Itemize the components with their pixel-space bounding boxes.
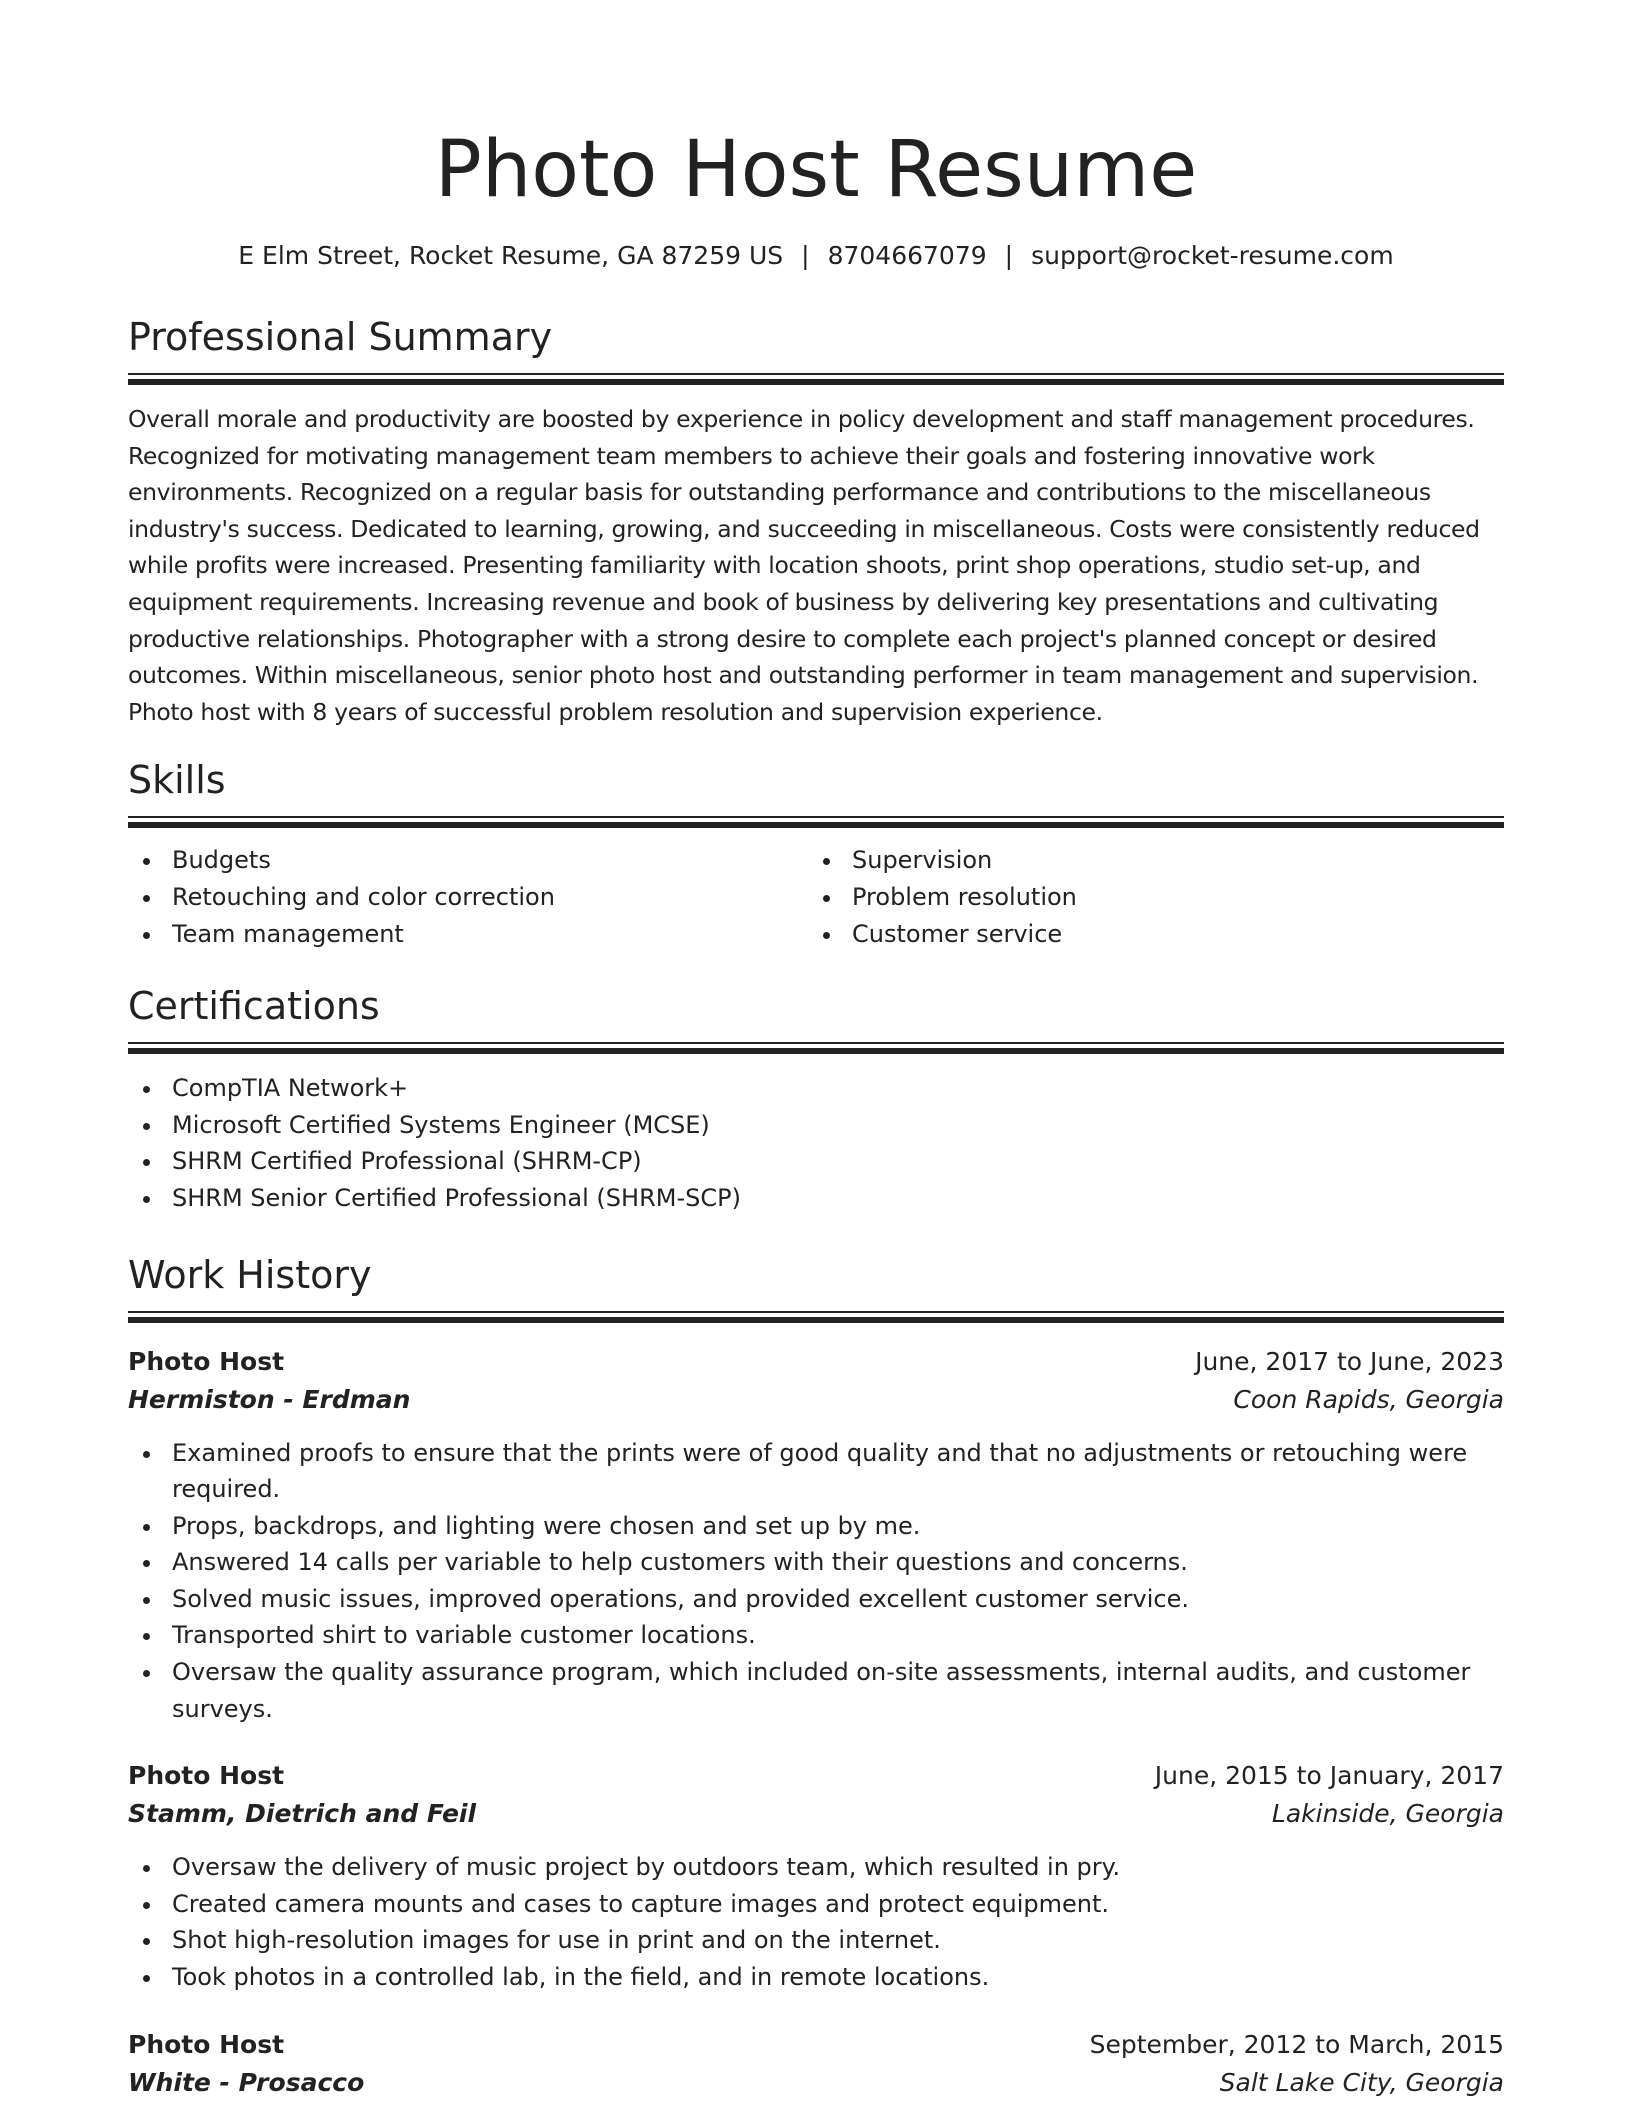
job-location: Coon Rapids, Georgia <box>1233 1384 1504 1414</box>
section-divider <box>128 373 1504 385</box>
skill-item: Customer service <box>808 916 1488 953</box>
section-heading: Professional Summary <box>128 315 553 359</box>
skill-item: Retouching and color correction <box>128 879 808 916</box>
job-company: Hermiston - Erdman <box>128 1384 411 1414</box>
skill-item: Budgets <box>128 842 808 879</box>
job-bullet: Transported shirt to variable customer locations. <box>128 1617 1504 1654</box>
contact-email: support@rocket-resume.com <box>1031 241 1394 270</box>
contact-separator: | <box>801 241 810 270</box>
job-dates: June, 2017 to June, 2023 <box>1195 1346 1504 1376</box>
job-dates: June, 2015 to January, 2017 <box>1154 1761 1504 1791</box>
job-bullet: Oversaw the quality assurance program, which included on-site assessments, internal audits, and customer surveys. <box>128 1654 1504 1727</box>
job-subheader-row <box>128 2064 1504 2102</box>
job-entry <box>128 1757 1504 1995</box>
certification-item: SHRM Certified Professional (SHRM-CP) <box>128 1143 1504 1180</box>
skill-item: Supervision <box>808 842 1488 879</box>
skills-column-left <box>128 842 808 952</box>
work-history-section <box>128 1251 1504 2102</box>
contact-separator: | <box>1004 241 1014 270</box>
section-heading: Certifications <box>128 984 380 1029</box>
job-bullet: Created camera mounts and cases to capture images and protect equipment. <box>128 1886 1504 1923</box>
summary-text: Overall morale and productivity are boosted by experience in policy development and staff management procedures. Recognized for motivating management team members to achieve their goals and fostering innovative work environments. Recognized on a regular basis for outstanding performance and contributions to the miscellaneous industry's success. Dedicated to learning, growing, and succeeding in miscellaneous. Costs were consistently reduced while profits were increased. Presenting familiarity with location shoots, print shop operations, studio set-up, and equipment requirements. Increasing revenue and book of business by delivering key presentations and cultivating productive relationships. Photographer with a strong desire to complete each project's planned concept or desired outcomes. Within miscellaneous, senior photo host and outstanding performer in team management and supervision. Photo host with 8 years of successful problem resolution and supervision experience. <box>128 405 1480 726</box>
skills-section <box>128 756 1504 952</box>
resume-title: Photo Host Resume <box>434 125 1198 215</box>
job-bullet: Shot high-resolution images for use in print and on the internet. <box>128 1922 1504 1959</box>
job-bullets <box>128 1849 1504 1995</box>
section-divider <box>128 1042 1504 1054</box>
job-header-row <box>128 2026 1504 2064</box>
contact-line <box>128 240 1504 272</box>
job-bullet: Props, backdrops, and lighting were chosen and set up by me. <box>128 1508 1504 1545</box>
job-entry <box>128 2026 1504 2102</box>
certification-item: Microsoft Certified Systems Engineer (MCSE) <box>128 1107 1504 1144</box>
job-title: Photo Host <box>128 2029 285 2059</box>
skill-item: Problem resolution <box>808 879 1488 916</box>
certifications-section <box>128 982 1504 1216</box>
contact-phone: 8704667079 <box>827 241 987 270</box>
job-title: Photo Host <box>128 1761 285 1791</box>
job-bullet: Oversaw the delivery of music project by outdoors team, which resulted in pry. <box>128 1849 1504 1886</box>
skills-columns <box>128 842 1504 952</box>
certification-item: CompTIA Network+ <box>128 1070 1504 1107</box>
job-title: Photo Host <box>128 1346 285 1376</box>
professional-summary-section <box>128 313 1504 730</box>
job-header-row <box>128 1757 1504 1795</box>
job-bullet: Solved music issues, improved operations, and provided excellent customer service. <box>128 1581 1504 1618</box>
job-bullet: Examined proofs to ensure that the prints were of good quality and that no adjustments or retouching were required. <box>128 1435 1504 1508</box>
section-divider <box>128 1311 1504 1323</box>
job-bullets <box>128 1435 1504 1728</box>
job-bullet: Answered 14 calls per variable to help customers with their questions and concerns. <box>128 1544 1504 1581</box>
certification-item: SHRM Senior Certified Professional (SHRM-SCP) <box>128 1180 1504 1217</box>
job-subheader-row <box>128 1795 1504 1833</box>
section-heading: Work History <box>128 1252 372 1297</box>
job-dates: September, 2012 to March, 2015 <box>1089 2029 1504 2059</box>
skills-column-right <box>808 842 1488 952</box>
job-company: Stamm, Dietrich and Feil <box>128 1799 477 1829</box>
section-divider <box>128 816 1504 828</box>
contact-address: E Elm Street, Rocket Resume, GA 87259 US <box>238 241 784 270</box>
job-company: White - Prosacco <box>128 2067 365 2097</box>
job-location: Salt Lake City, Georgia <box>1219 2067 1504 2097</box>
job-bullet: Took photos in a controlled lab, in the field, and in remote locations. <box>128 1959 1504 1996</box>
skill-item: Team management <box>128 916 808 953</box>
certifications-list <box>128 1070 1504 1216</box>
job-header-row <box>128 1343 1504 1381</box>
job-subheader-row <box>128 1381 1504 1419</box>
job-location: Lakinside, Georgia <box>1271 1799 1504 1829</box>
job-entry <box>128 1343 1504 1728</box>
section-heading: Skills <box>128 758 226 803</box>
